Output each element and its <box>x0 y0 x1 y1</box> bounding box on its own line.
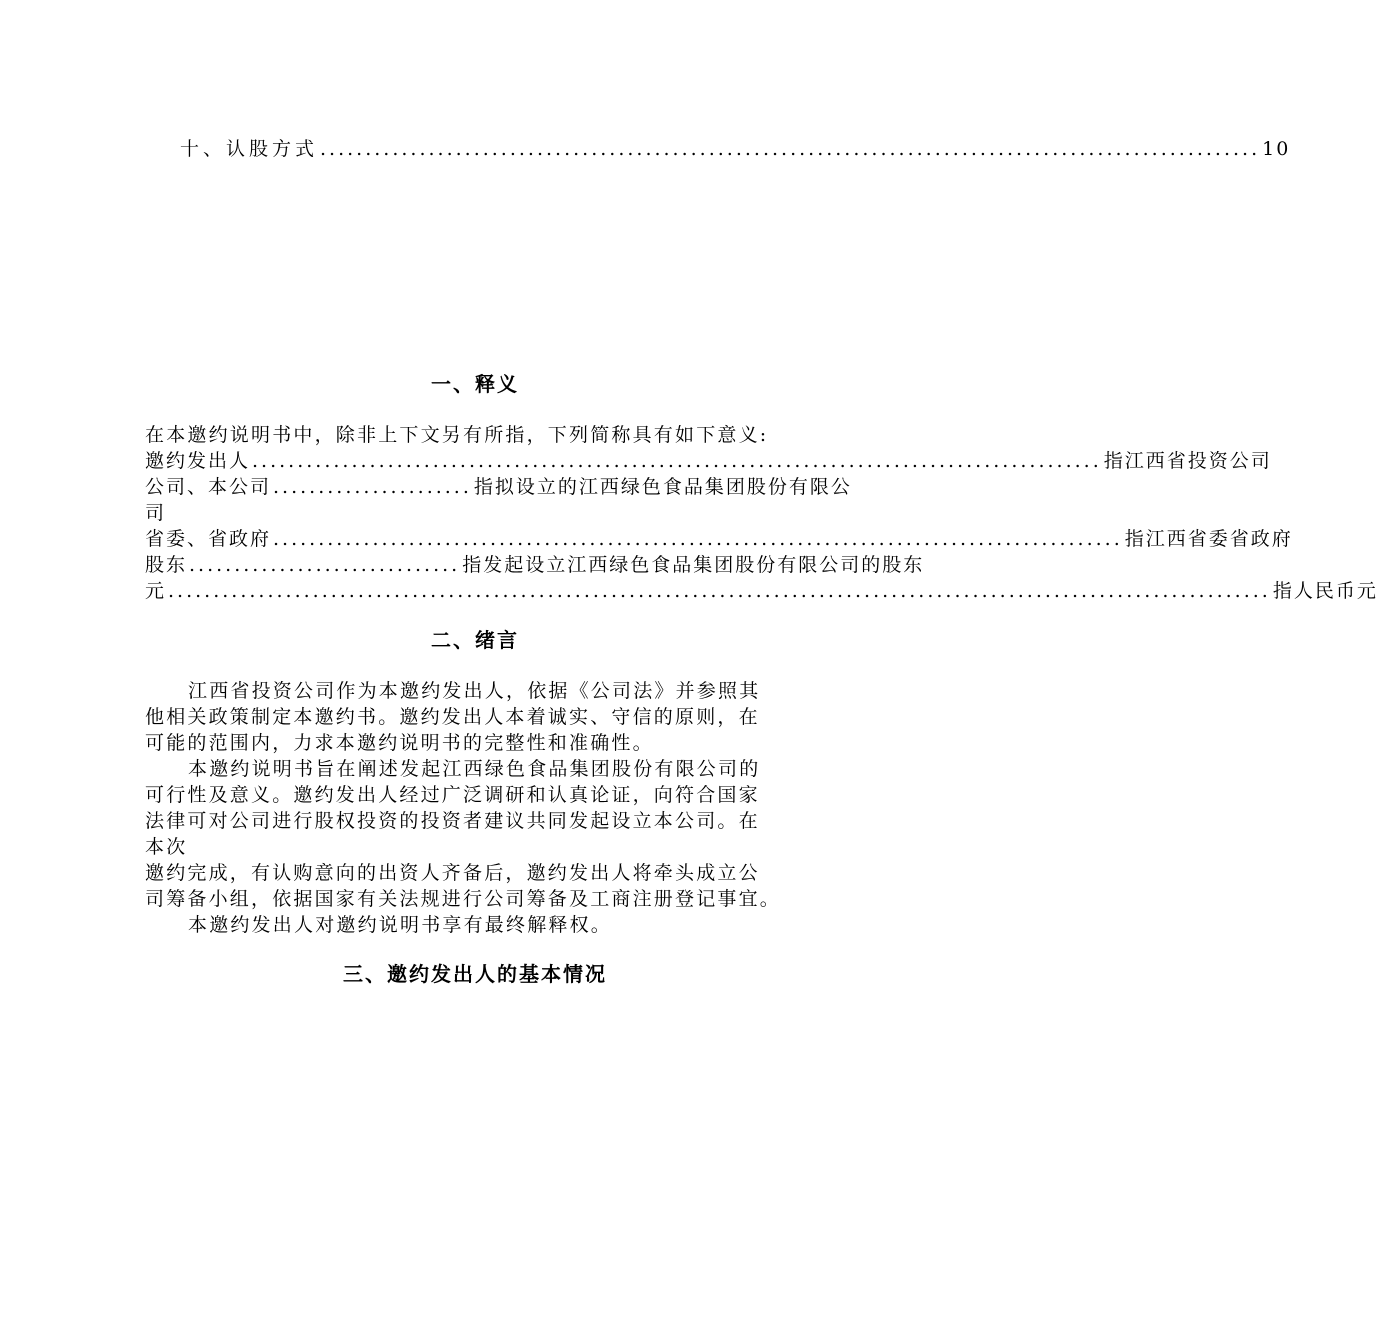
toc-entry-label: 十、认股方式 <box>180 138 319 160</box>
definition-term: 邀约发出人 <box>145 450 251 472</box>
preface-line <box>145 756 805 782</box>
definition-row <box>145 448 1272 474</box>
definition-row <box>145 552 925 578</box>
section-title-preface: 二、绪言 <box>431 628 519 652</box>
preface-line: 本次 <box>145 836 188 858</box>
leader-dots: .............................................................................................. <box>252 450 1102 472</box>
definition-meaning: 指发起设立江西绿色食品集团股份有限公司的股东 <box>462 554 925 576</box>
preface-line <box>145 912 805 938</box>
preface-text: 本邀约说明书旨在阐述发起江西绿色食品集团股份有限公司的 <box>188 758 761 780</box>
section-title-definitions: 一、释义 <box>431 372 519 396</box>
definition-meaning: 指拟设立的江西绿色食品集团股份有限公 <box>473 476 852 498</box>
definition-meaning: 指江西省委省政府 <box>1124 528 1293 550</box>
preface-line: 可能的范围内，力求本邀约说明书的完整性和准确性。 <box>145 732 654 754</box>
toc-entry <box>180 136 1291 162</box>
leader-dots: .............................. <box>189 554 461 576</box>
preface-line <box>145 678 805 704</box>
definition-row <box>145 526 1293 552</box>
preface-line: 司筹备小组，依据国家有关法规进行公司筹备及工商注册登记事宜。 <box>145 888 782 910</box>
leader-dots: .............................................................................................. <box>273 528 1123 550</box>
preface-line: 可行性及意义。邀约发出人经过广泛调研和认真论证，向符合国家 <box>145 784 760 806</box>
definition-term: 公司、本公司 <box>145 476 272 498</box>
preface-text: 江西省投资公司作为本邀约发出人，依据《公司法》并参照其 <box>188 680 761 702</box>
preface-line: 邀约完成，有认购意向的出资人齐备后，邀约发出人将牵头成立公 <box>145 862 760 884</box>
definition-term: 股东 <box>145 554 188 576</box>
leader-dots: ...................... <box>273 476 472 498</box>
definition-wrap-text: 司 <box>145 502 167 524</box>
toc-leader-dots: ........................................................................................................ <box>320 138 1261 160</box>
preface-line: 他相关政策制定本邀约书。邀约发出人本着诚实、守信的原则，在 <box>145 706 760 728</box>
definition-meaning: 指江西省投资公司 <box>1103 450 1272 472</box>
toc-entry-page: 10 <box>1262 138 1291 160</box>
definition-meaning: 指人民币元 <box>1272 580 1378 602</box>
definition-row <box>145 578 1378 604</box>
preface-line: 法律可对公司进行股权投资的投资者建议共同发起设立本公司。在 <box>145 810 760 832</box>
definition-row <box>145 474 852 500</box>
preface-text: 本邀约发出人对邀约说明书享有最终解释权。 <box>188 914 613 936</box>
leader-dots: .......................................................................................................................... <box>168 580 1271 602</box>
definitions-intro: 在本邀约说明书中，除非上下文另有所指，下列简称具有如下意义: <box>145 424 769 446</box>
definition-term: 省委、省政府 <box>145 528 272 550</box>
section-title-issuer-info: 三、邀约发出人的基本情况 <box>343 962 607 986</box>
definition-term: 元 <box>145 580 167 602</box>
